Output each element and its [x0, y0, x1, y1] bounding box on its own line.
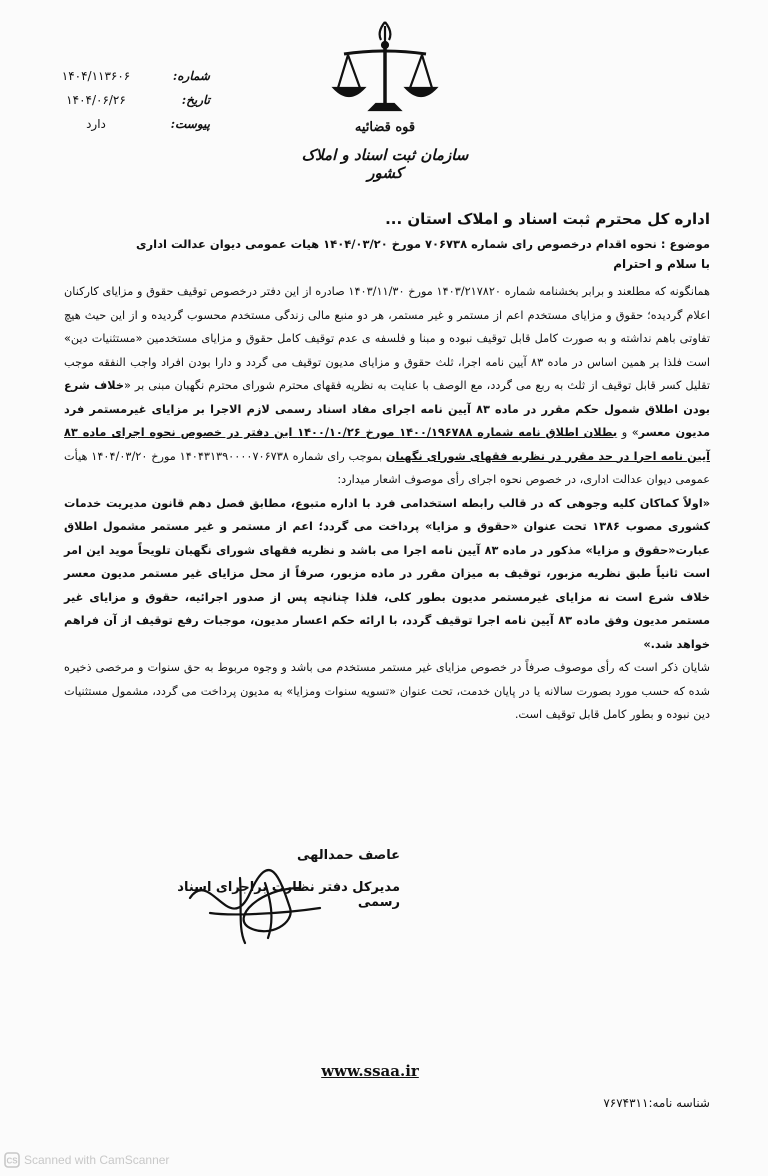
letter-meta: [30, 64, 210, 136]
meta-label: تاریخ:: [181, 93, 210, 107]
organization-name: سازمان ثبت اسناد و املاک کشور: [301, 146, 469, 182]
greeting: با سلام و احترام: [613, 257, 710, 271]
meta-label: پیوست:: [170, 117, 210, 131]
paragraph-1-underlined: بطلان اطلاق نامه شماره ۱۴۰۰/۱۹۶۷۸۸ مورخ ۱۴۰۰/۱۰/۲۶ این دفتر در خصوص نحوه اجرای ماده ۸۳ آیین نامه اجرا در حد مقرر در نظریه فقهای شورای نگهبان: [64, 426, 710, 463]
paragraph-2-quote: «اولاً کماکان کلیه وجوهی که در قالب رابطه استخدامی فرد با اداره متبوع، مطابق فصل دهم قانون مدیریت خدمات کشوری مصوب ۱۳۸۶ تحت عنوان «حقوق و مزایا» پرداخت می گردد؛ اعم از مستمر و غیر مستمر مشمول اطلاق عبارت«حقوق و مزایا» مذکور در ماده ۸۳ آیین نامه اجرا می باشد و نظریه فقهای شورای نگهبان تلویحاً موید این امر است ثانیاً طبق نظریه مزبور، توقیف به میزان مقرر در ماده مزبور، صرفاً از محل مزایای غیر مستمر مدیون معسر خلاف شرع است نه مزایای غیرمستمر مدیون بطور کلی، فلذا چنانچه پس از صدور اجرائیه، حقوق و مزایای غیر مستمر مدیون وفق ماده ۸۳ آیین نامه اجرا توقیف گردد، با ارائه حکم اعسار مدیون، موجبات رفع توقیف از آن فراهم خواهد شد.»: [64, 496, 711, 651]
document-id: شناسه نامه:۷۶۷۴۳۱۱: [603, 1096, 710, 1110]
website-link[interactable]: www.ssaa.ir: [321, 1062, 419, 1080]
handwritten-signature: [170, 858, 330, 948]
letter-attachment: دارد: [86, 117, 106, 131]
paragraph-3: شایان ذکر است که رأی موصوف صرفاً در خصوص مزایای غیر مستمر مستخدم می باشد و وجوه مربوط به حق سنوات و مرخصی ذخیره شده که حسب مورد بصورت سالانه یا در پایان خدمت، تحت عنوان «تسویه سنوات ومزایا» به مدیون پرداخت می گردد، مشمول مستثنیات دین نبوده و بطور کامل قابل توقیف است.: [64, 661, 710, 721]
svg-text:CS: CS: [6, 1156, 18, 1166]
camscanner-watermark: [4, 1150, 169, 1170]
paragraph-1-bold: خلاف شرع بودن اطلاق شمول حکم مقرر در ماده ۸۳ آیین نامه اجرای مفاد اسناد رسمی لازم الاجرا بر مزایای غیرمستمر فرد مدیون معسر: [64, 379, 710, 439]
judiciary-name: قوه قضائیه: [354, 120, 416, 135]
signer-title: مدیرکل دفتر نظارت براجرای اسناد رسمی: [177, 880, 400, 910]
meta-date-row: [30, 88, 210, 112]
paragraph-1-text-2: » و: [617, 426, 639, 439]
letter-date: ۱۴۰۴/۰۶/۲۶: [66, 93, 126, 107]
subject-line: موضوع : نحوه اقدام درخصوص رای شماره ۷۰۶۷۳۸ مورخ ۱۴۰۴/۰۳/۲۰ هیات عمومی دیوان عدالت اداری: [136, 237, 710, 251]
letter-body: [64, 208, 710, 727]
meta-number-row: [30, 64, 210, 88]
paragraph-1-text-3: بموجب رای شماره ۱۴۰۴۳۱۳۹۰۰۰۰۷۰۶۷۳۸ مورخ ۱۴۰۴/۰۳/۲۰ هیأت عمومی دیوان عدالت اداری، در خصوص نحوه اجرای رأی موصوف اشعار میدارد:: [64, 449, 710, 486]
paragraph-1-text: همانگونه که مطلعند و برابر بخشنامه شماره ۱۴۰۳/۲۱۷۸۲۰ مورخ ۱۴۰۳/۱۱/۳۰ صادره از این دفتر درخصوص توقیف حقوق و مزایای کارکنان اعلام گردیده؛ حقوق و مزایای مستخدم اعم از مستمر و غیر مستمر، هر دو منبع مالی زندگی مستخدم محسوب گردیده و از این حیث هیچ تفاوتی باهم نداشته و به صورت کامل قابل توقیف نبوده و مبنا و فلسفه ی عدم توقیف کامل حقوق و مزایای مستخدمین «مستثنیات دین» است فلذا بر همین اساس در ماده ۸۳ آیین نامه اجرا، ثلث حقوق و مزایای مدیون توقیف می گردد و دارا بودن افراد واجب النفقه موجب تقلیل کسر قابل توقیف از ثلث به ربع می گردد، مع الوصف با عنایت به نظریه فقهای محترم شورای محترم نگهبان مبنی بر «: [64, 285, 710, 392]
meta-label: شماره:: [172, 69, 210, 83]
camscanner-logo-icon: [4, 1152, 20, 1168]
watermark-text: Scanned with CamScanner: [24, 1153, 170, 1167]
recipient: اداره کل محترم ثبت اسناد و املاک استان ...: [385, 210, 710, 228]
paragraph-1: [64, 280, 710, 492]
judiciary-scales-emblem: [330, 14, 440, 124]
meta-attachment-row: [30, 112, 210, 136]
signer-name: عاصف حمدالهی: [297, 848, 400, 863]
letter-number: ۱۴۰۴/۱۱۳۶۰۶: [61, 69, 131, 83]
